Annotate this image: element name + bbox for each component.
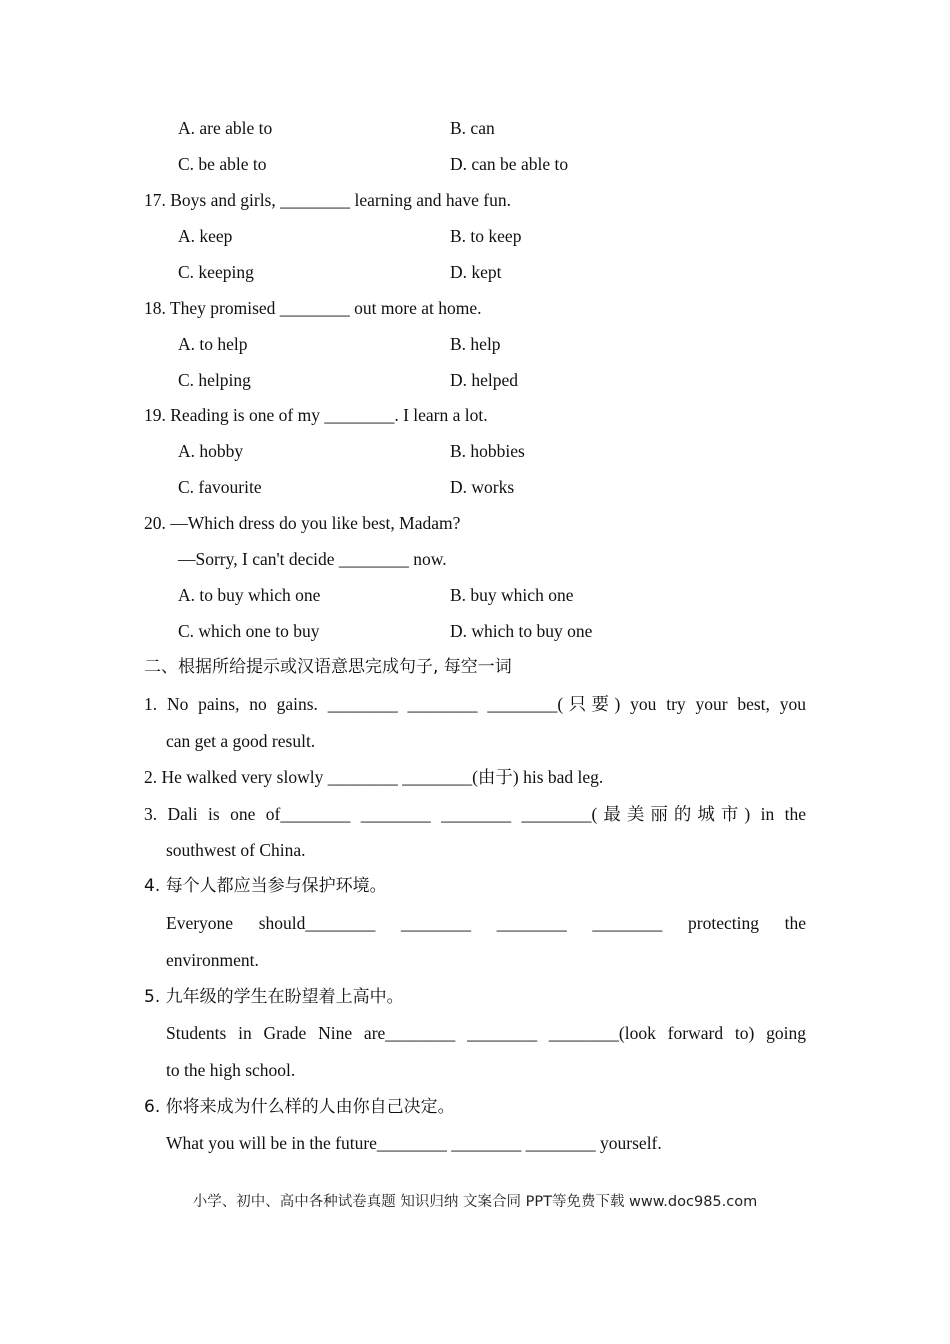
option-d: D. works xyxy=(450,477,515,497)
item-2-line-1: 2. He walked very slowly ________ ________(由于) his bad leg. xyxy=(144,767,604,787)
option-b: B. help xyxy=(450,334,501,354)
item-4-prompt: 4. 每个人都应当参与保护环境。 xyxy=(144,876,387,896)
option-c: C. be able to xyxy=(178,154,267,174)
option-b: B. to keep xyxy=(450,226,522,246)
item-4-line-2: Everyone should________ ________ ________ ________ protecting the xyxy=(166,913,806,933)
item-3-line-2: southwest of China. xyxy=(166,840,306,860)
option-a: A. to buy which one xyxy=(178,585,321,605)
option-d: D. helped xyxy=(450,370,519,390)
option-d: D. can be able to xyxy=(450,154,569,174)
option-d: D. kept xyxy=(450,262,502,282)
question-19: 19. Reading is one of my ________. I learn a lot. xyxy=(144,405,488,425)
option-b: B. hobbies xyxy=(450,441,525,461)
option-a: A. are able to xyxy=(178,118,273,138)
option-b: B. buy which one xyxy=(450,585,574,605)
question-20: 20. —Which dress do you like best, Madam? xyxy=(144,513,461,533)
item-4-line-3: environment. xyxy=(166,950,259,970)
item-5-line-3: to the high school. xyxy=(166,1060,296,1080)
item-1-line-1: 1. No pains, no gains. ________ ________ ________(只要) you try your best, you xyxy=(144,694,806,714)
item-3-line-1: 3. Dali is one of________ ________ ________ ________(最美丽的城市) in the xyxy=(144,804,806,824)
option-a: A. keep xyxy=(178,226,233,246)
option-c: C. which one to buy xyxy=(178,621,320,641)
section-heading: 二、根据所给提示或汉语意思完成句子, 每空一词 xyxy=(144,657,512,677)
item-6-prompt: 6. 你将来成为什么样的人由你自己决定。 xyxy=(144,1097,455,1117)
option-c: C. keeping xyxy=(178,262,254,282)
option-a: A. to help xyxy=(178,334,248,354)
option-b: B. can xyxy=(450,118,495,138)
option-d: D. which to buy one xyxy=(450,621,593,641)
question-20-reply: —Sorry, I can't decide ________ now. xyxy=(178,549,447,569)
question-17: 17. Boys and girls, ________ learning and have fun. xyxy=(144,190,511,210)
option-c: C. helping xyxy=(178,370,251,390)
option-a: A. hobby xyxy=(178,441,244,461)
item-1-line-2: can get a good result. xyxy=(166,731,316,751)
item-5-line-2: Students in Grade Nine are________ ________ ________(look forward to) going xyxy=(166,1023,806,1043)
item-6-line-2: What you will be in the future________ ________ ________ yourself. xyxy=(166,1133,662,1153)
page-footer: 小学、初中、高中各种试卷真题 知识归纳 文案合同 PPT等免费下载 www.doc985.com xyxy=(192,1194,758,1210)
option-c: C. favourite xyxy=(178,477,262,497)
question-18: 18. They promised ________ out more at home. xyxy=(144,298,482,318)
item-5-prompt: 5. 九年级的学生在盼望着上高中。 xyxy=(144,987,404,1007)
